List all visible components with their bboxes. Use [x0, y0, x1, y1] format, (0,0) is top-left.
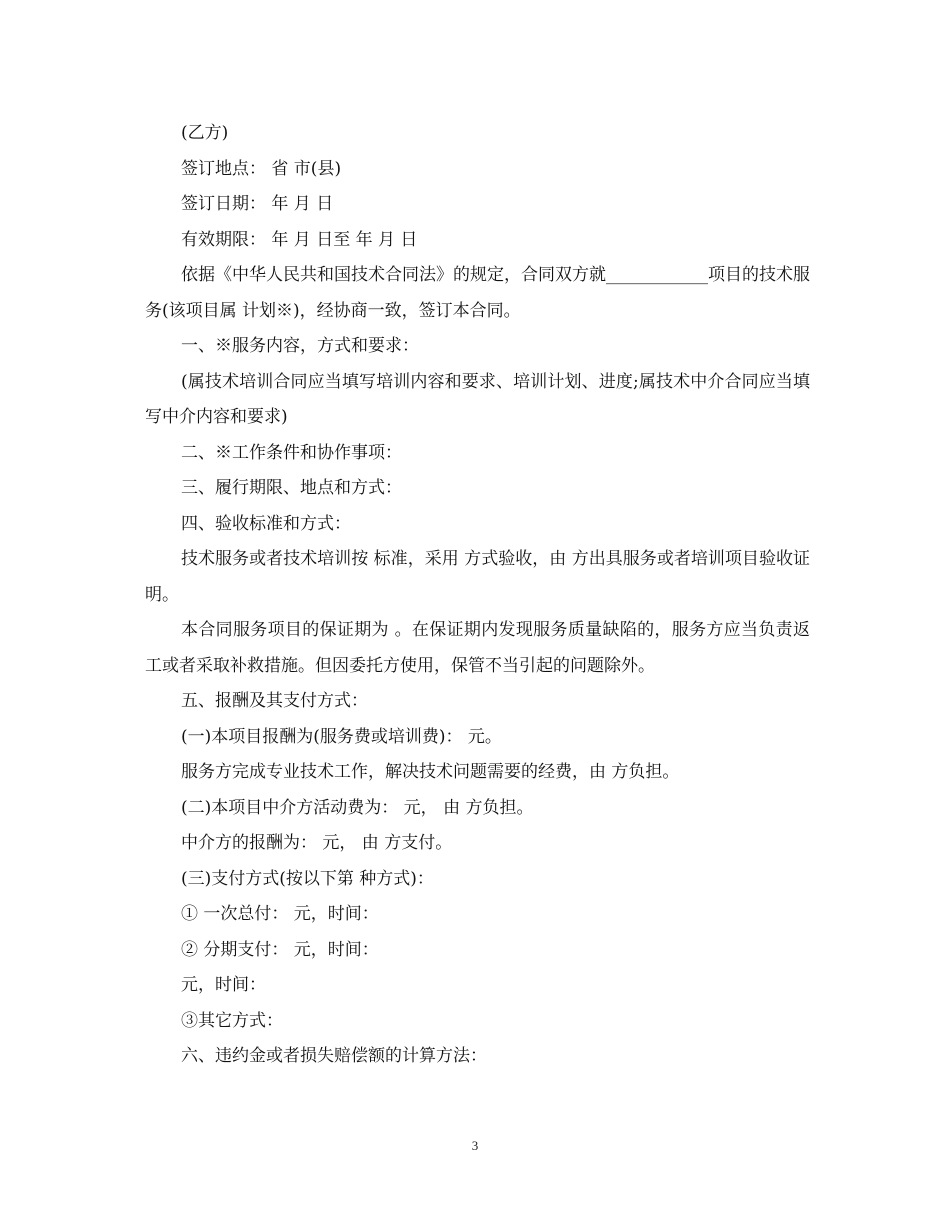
payment-item-2: (二)本项目中介方活动费为： 元， 由 方负担。 — [181, 797, 534, 818]
contract-preamble: 依据《中华人民共和国技术合同法》的规定，合同双方就____________项目的技术服务(该项目属 计划※)，经协商一致，签订本合同。 — [145, 265, 810, 321]
intermediary-fee: 中介方的报酬为： 元， 由 方支付。 — [181, 833, 453, 853]
party-b-label: (乙方) — [181, 123, 229, 143]
validity-period: 有效期限： 年 月 日至 年 月 日 — [181, 229, 418, 250]
payment-item-1: (一)本项目报酬为(服务费或培训费)： 元。 — [181, 726, 502, 747]
payment-item-3: (三)支付方式(按以下第 种方式)： — [181, 868, 434, 889]
section-5-heading: 五、报酬及其支付方式： — [181, 691, 368, 711]
signing-place: 签订地点： 省 市(县) — [181, 158, 342, 179]
expense-clause: 服务方完成专业技术工作，解决技术问题需要的经费，由 方负担。 — [181, 762, 680, 782]
signing-date: 签订日期： 年 月 日 — [181, 194, 334, 214]
section-6-heading: 六、违约金或者损失赔偿额的计算方法： — [181, 1046, 487, 1066]
section-1-heading: 一、※服务内容，方式和要求： — [181, 336, 419, 356]
payment-option-other: ③其它方式： — [181, 1010, 283, 1031]
acceptance-clause: 技术服务或者技术培训按 标准，采用 方式验收，由 方出具服务或者培训项目验收证明。 — [145, 549, 810, 605]
section-4-heading: 四、验收标准和方式： — [181, 513, 351, 534]
section-1-note: (属技术培训合同应当填写培训内容和要求、培训计划、进度;属技术中介合同应当填写中介内容和要求) — [145, 371, 810, 427]
payment-option-lump-sum: ① 一次总付： 元，时间： — [181, 904, 379, 924]
page-number: 3 — [471, 1138, 479, 1153]
payment-option-installment: ② 分期支付： 元，时间： — [181, 939, 379, 960]
section-2-heading: 二、※工作条件和协作事项： — [181, 442, 402, 463]
document-body — [145, 116, 810, 1075]
section-3-heading: 三、履行期限、地点和方式： — [181, 478, 402, 498]
payment-option-installment-cont: 元，时间： — [181, 975, 266, 995]
warranty-clause: 本合同服务项目的保证期为 。在保证期内发现服务质量缺陷的，服务方应当负责返工或者采取补救措施。但因委托方使用，保管不当引起的问题除外。 — [145, 620, 810, 676]
